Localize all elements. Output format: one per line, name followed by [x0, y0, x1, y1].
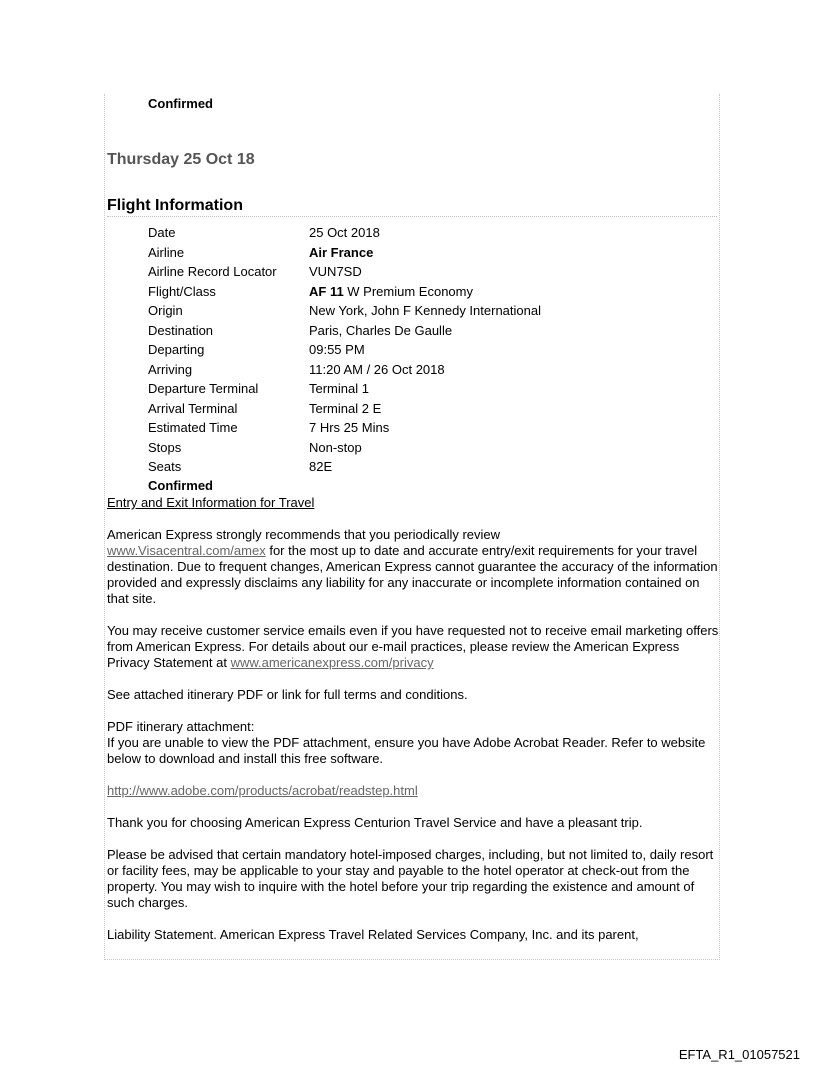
paragraph-visa-recommendation [107, 527, 719, 607]
adobe-link[interactable]: http://www.adobe.com/products/acrobat/readstep.html [107, 783, 418, 798]
date-heading: Thursday 25 Oct 18 [107, 151, 255, 168]
value-origin: New York, John F Kennedy International [309, 303, 541, 318]
privacy-link[interactable]: www.americanexpress.com/privacy [230, 655, 434, 670]
paragraph-visa-rest: for the most up to date and accurate entry/exit requirements for your travel destination. Due to frequent changes, American Express cannot guarantee the accuracy of the information provided and expressly disclaims any liability for any inaccurate or incomplete information contained on that site. [107, 543, 718, 606]
label-departing: Departing [148, 342, 205, 357]
value-estimated-time: 7 Hrs 25 Mins [309, 420, 390, 435]
label-estimated-time: Estimated Time [148, 420, 238, 435]
entry-exit-info-link[interactable]: Entry and Exit Information for Travel [107, 495, 315, 510]
value-arrival-terminal: Terminal 2 E [309, 400, 382, 416]
value-departing: 09:55 PM [309, 342, 365, 357]
paragraph-pdf-line1: PDF itinerary attachment: [107, 719, 255, 734]
label-record-locator: Airline Record Locator [148, 264, 277, 279]
paragraph-thank-you: Thank you for choosing American Express Centurion Travel Service and have a pleasant trip. [107, 815, 643, 830]
label-flight-class: Flight/Class [148, 283, 216, 299]
value-airline: Air France [309, 244, 374, 260]
paragraph-visa-intro: American Express strongly recommends that you periodically review [107, 527, 501, 542]
paragraph-pdf-line2: If you are unable to view the PDF attachment, ensure you have Adobe Acrobat Reader. Refer to website below to download and install this free software. [107, 735, 706, 766]
row-destination [148, 323, 541, 343]
email-body [107, 495, 719, 943]
label-arrival-terminal: Arrival Terminal [148, 400, 238, 416]
paragraph-privacy [107, 623, 719, 671]
value-arriving: 11:20 AM / 26 Oct 2018 [309, 361, 445, 377]
paragraph-liability: Liability Statement. American Express Travel Related Services Company, Inc. and its parent, [107, 927, 639, 942]
value-departure-terminal: Terminal 1 [309, 381, 369, 396]
row-seats [148, 459, 541, 479]
paragraph-privacy-text: You may receive customer service emails even if you have requested not to receive email marketing offers from American Express. For details about our e-mail practices, please review the American Express Privacy Statement at [107, 623, 719, 670]
status-confirmed-flight: Confirmed [148, 478, 213, 493]
row-arriving [148, 362, 541, 382]
label-airline: Airline [148, 244, 185, 260]
row-estimated-time [148, 420, 541, 440]
row-record-locator [148, 264, 541, 284]
value-flight-number: AF 11 [309, 283, 344, 299]
row-departing [148, 342, 541, 362]
label-origin: Origin [148, 303, 183, 318]
label-destination: Destination [148, 322, 214, 338]
flight-info-table [148, 225, 541, 479]
label-arriving: Arriving [148, 361, 193, 377]
row-origin [148, 303, 541, 323]
paragraph-pdf [107, 719, 719, 767]
row-departure-terminal [148, 381, 541, 401]
label-seats: Seats [148, 459, 182, 474]
label-stops: Stops [148, 439, 182, 455]
visacentral-link[interactable]: www.Visacentral.com/amex [107, 543, 266, 558]
section-title-flight-information: Flight Information [107, 197, 717, 217]
label-departure-terminal: Departure Terminal [148, 381, 259, 396]
row-stops [148, 440, 541, 460]
paragraph-terms: See attached itinerary PDF or link for full terms and conditions. [107, 687, 468, 702]
value-date: 25 Oct 2018 [309, 225, 380, 240]
paragraph-hotel-charges: Please be advised that certain mandatory hotel-imposed charges, including, but not limited to, daily resort or facility fees, may be applicable to your stay and payable to the hotel operator at check-out from the property. You may wish to inquire with the hotel before your trip regarding the existence and amount of such charges. [107, 847, 714, 910]
row-flight-class [148, 284, 541, 304]
label-date: Date [148, 225, 176, 240]
value-record-locator: VUN7SD [309, 264, 362, 279]
value-stops: Non-stop [309, 439, 362, 455]
status-confirmed-top: Confirmed [148, 96, 213, 111]
value-flight-class: W Premium Economy [343, 283, 473, 299]
document-id: EFTA_R1_01057521 [678, 1047, 800, 1062]
value-destination: Paris, Charles De Gaulle [309, 322, 453, 338]
row-airline [148, 245, 541, 265]
value-seats: 82E [309, 459, 333, 474]
row-arrival-terminal [148, 401, 541, 421]
row-date [148, 225, 541, 245]
